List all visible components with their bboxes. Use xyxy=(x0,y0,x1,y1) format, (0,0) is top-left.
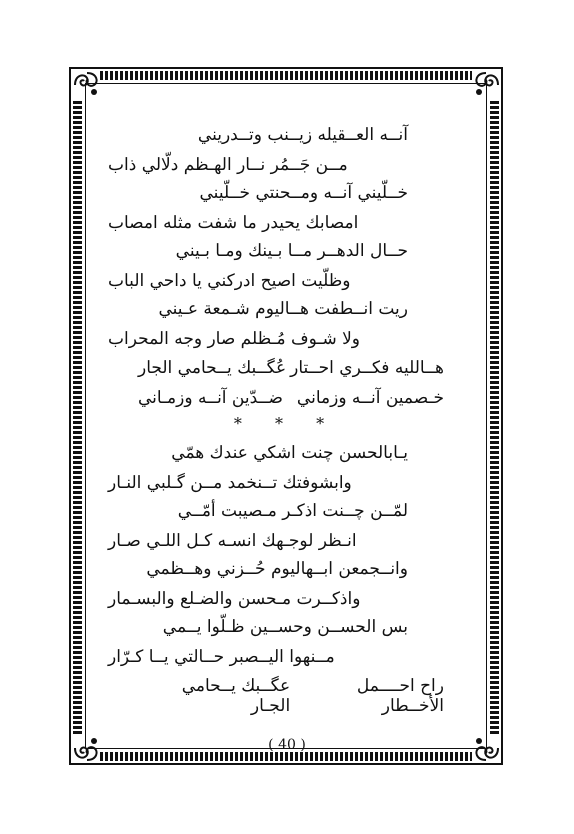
verse-line: مــنهوا اليــصبر حــالتي يــا كـرّار xyxy=(108,647,335,667)
ornament-top-left-icon xyxy=(72,70,102,100)
verse-line: انـظر لوجـهك انسـه كـل اللـي صـار xyxy=(108,531,357,551)
bottom-chain-border xyxy=(100,752,472,761)
verse-line: واذكــرت مـحسن والضـلع والبسـمار xyxy=(108,589,361,609)
top-chain-border xyxy=(100,71,472,80)
verse-pair xyxy=(100,676,472,716)
verse-line: آنــه العــقيله زيــنب وتــدريني xyxy=(197,125,408,145)
verse-line: خــلّيني آنــه ومــحنتي خــلّيني xyxy=(199,183,408,203)
section-divider: * * * xyxy=(233,414,339,433)
verse-line: بس الحســن وحســين ظـلّوا يــمي xyxy=(162,617,408,637)
right-chain-border xyxy=(490,100,499,734)
ornament-top-right-icon xyxy=(471,70,501,100)
verse-pair xyxy=(100,358,472,378)
verse-half: عگــبك يــحامي الجـار xyxy=(181,676,291,716)
verse-half: راح احــــمل الأخــطار xyxy=(356,676,444,716)
verse-line: ولا شـوف مُـظلم صار وجه المحراب xyxy=(108,329,360,349)
verse-half: ضــدّين آنــه وزمـاني xyxy=(138,388,283,408)
verse-line: حــال الدهــر مــا بـينك ومـا بـيني xyxy=(175,241,408,261)
verse-line: يـابالحسن چنت اشكي عندك همّي xyxy=(171,443,408,463)
verse-line: مــن جَــمُر نــار الهـظم دلّالي ذاب xyxy=(108,155,348,175)
verse-line: وانــجمعن ابــهاليوم حُــزني وهــظمي xyxy=(146,559,408,579)
left-chain-border xyxy=(73,100,82,734)
verse-line: امصابك يحيدر ما شفت مثله امصاب xyxy=(108,213,359,233)
verse-line: ريت انــطفت هــاليوم شـمعة عـيني xyxy=(158,299,408,319)
verse-line: لمّــن چــنت اذكـر مـصيبت أمّــي xyxy=(177,501,408,521)
verse-half: خـصمين آنــه وزماني xyxy=(296,388,444,408)
verse-line: وابشوفتك تــنخمد مــن گـلبي النـار xyxy=(108,473,352,493)
verse-half: هــالليه فكــري احــتار xyxy=(290,358,444,378)
verse-pair xyxy=(100,388,472,408)
page-number: ( 40 ) xyxy=(268,737,306,753)
verse-line: وظلّيت اصيح ادركني يا داحي الباب xyxy=(108,271,351,291)
verse-half: عُگــبك يــحامي الجار xyxy=(138,358,287,378)
